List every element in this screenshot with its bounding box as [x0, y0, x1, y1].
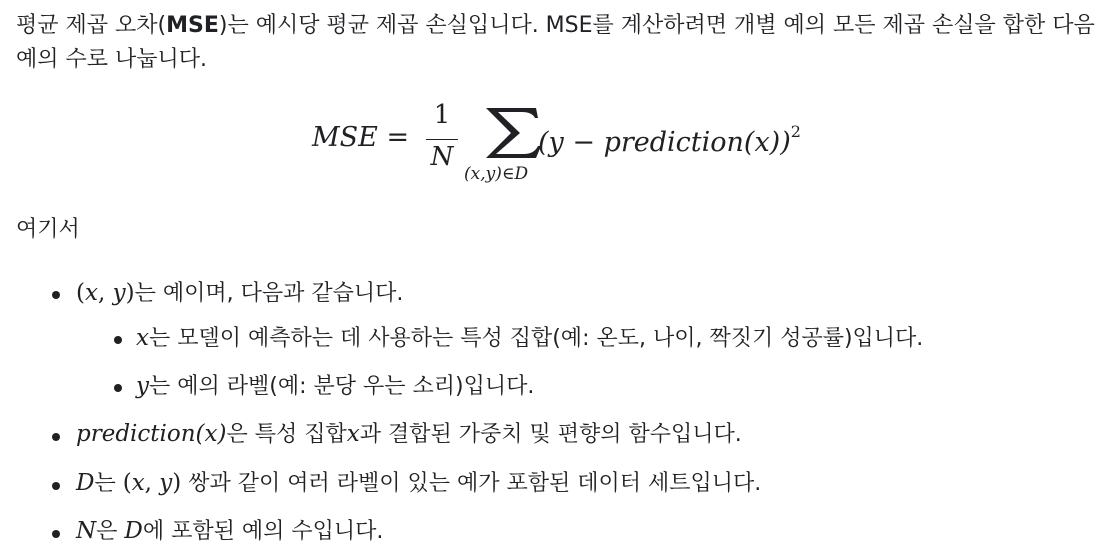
formula-fraction-bar: [426, 139, 458, 140]
formula-denominator: N: [430, 142, 454, 172]
where-label: 여기서: [16, 217, 80, 242]
bullet-disc: [114, 336, 122, 344]
list-item-text: 은: [96, 519, 125, 544]
formula-body: [538, 122, 801, 158]
formula-equals: =: [386, 122, 410, 153]
list-item-math-inline: (x, y): [122, 470, 182, 496]
bullet-disc: [52, 530, 60, 538]
list-item-math: (x, y): [76, 280, 135, 306]
list-item-math: y: [136, 373, 149, 399]
list-item-math-inline: x: [346, 421, 360, 447]
bullet-disc: [52, 482, 60, 490]
list-item: [76, 467, 761, 500]
list-item-text-rest: 쌍과 같이 여러 라벨이 있는 예가 포함된 데이터 세트입니다.: [181, 471, 762, 496]
list-item-text-rest: 과 결합된 가중치 및 편향의 함수입니다.: [359, 422, 742, 447]
formula-lhs: [312, 122, 409, 153]
list-item-nested: [136, 322, 923, 355]
formula-numerator: 1: [433, 100, 451, 130]
list-item-math-inline: D: [124, 518, 143, 544]
list-item-text-rest: 에 포함된 예의 수입니다.: [142, 519, 384, 544]
list-item-math: D: [76, 470, 95, 496]
list-item: [76, 418, 742, 451]
list-item-math: prediction(x): [76, 421, 227, 447]
list-item: [76, 277, 403, 310]
intro-paragraph: [16, 9, 1106, 77]
intro-bold-term: MSE: [166, 13, 219, 38]
mse-formula: [312, 98, 832, 198]
list-item-text: 는: [94, 471, 123, 496]
list-item-text: 는 예이며, 다음과 같습니다.: [134, 281, 404, 306]
formula-lhs-symbol: MSE: [312, 122, 378, 153]
bullet-disc: [114, 384, 122, 392]
list-item-text: 은 특성 집합: [226, 422, 347, 447]
formula-exponent: 2: [790, 122, 801, 141]
list-item: [76, 515, 383, 548]
intro-text-before: 평균 제곱 오차(: [16, 13, 167, 38]
list-item-text: 는 모델이 예측하는 데 사용하는 특성 집합(예: 온도, 나이, 짝짓기 성공률)입니다.: [148, 326, 924, 351]
formula-body-expression: (y − prediction(x)): [538, 127, 791, 158]
bullet-disc: [52, 433, 60, 441]
bullet-disc: [52, 291, 60, 299]
formula-fraction: [424, 98, 460, 178]
formula-sum-subscript: (x,y)∈D: [464, 164, 529, 184]
list-item-nested: [136, 370, 534, 403]
list-item-math: x: [136, 325, 149, 351]
list-item-math: N: [76, 518, 97, 544]
list-item-text: 는 예의 라벨(예: 분당 우는 소리)입니다.: [149, 374, 535, 399]
intro-text-after: )는 예시당 평균 제곱 손실입니다. MSE를 계산하려면 개별 예의 모든 제곱 손실을 합한 다음 예의 수로 나눕니다.: [16, 13, 1095, 72]
